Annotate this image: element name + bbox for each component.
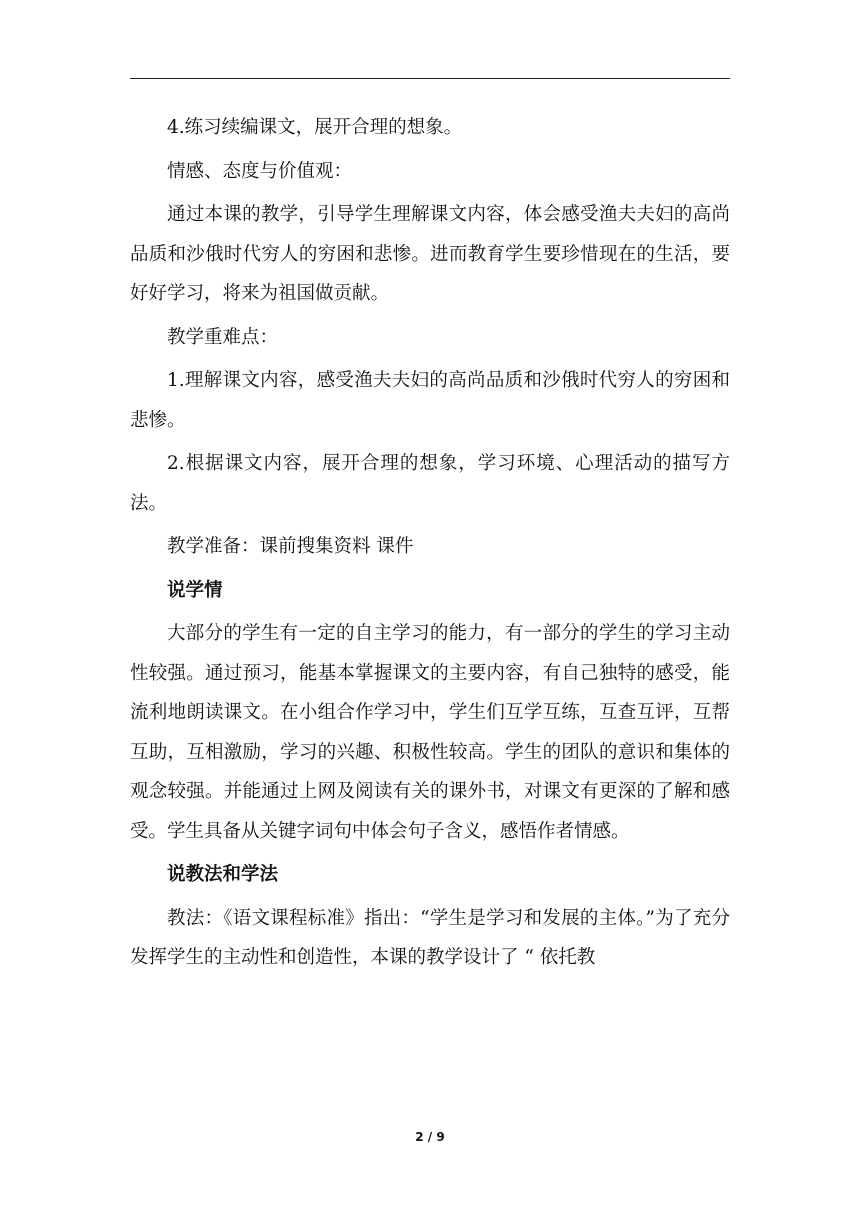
paragraph: 教法：《语文课程标准》指出：“学生是学习和发展的主体。”为了充分发挥学生的主动性和创造性，本课的教学设计了 “ 依托教 [130, 907, 730, 968]
paragraph: 大部分的学生有一定的自主学习的能力，有一部分的学生的学习主动性较强。通过预习，能基本掌握课文的主要内容，有自己独特的感受，能流利地朗读课文。在小组合作学习中，学生们互学互练，互查互评，互帮互助，互相激励，学习的兴趣、积极性较高。学生的团队的意识和集体的观念较强。并能通过上网及阅读有关的课外书，对课文有更深的了解和感受。学生具备从关键字词句中体会句子含义，感悟作者情感。 [130, 623, 730, 842]
section-heading: 说学情 [167, 579, 223, 601]
paragraph: 情感、态度与价值观： [167, 160, 353, 182]
paragraph: 教学准备：课前搜集资料 课件 [167, 536, 414, 557]
paragraph: 4.练习续编课文，展开合理的想象。 [167, 117, 463, 138]
section-heading: 说教法和学法 [167, 864, 279, 885]
header-rule [130, 78, 730, 79]
page-number: 2 / 9 [415, 1130, 445, 1144]
paragraph: 1.理解课文内容，感受渔夫夫妇的高尚品质和沙俄时代穷人的穷困和悲惨。 [130, 370, 730, 431]
paragraph: 教学重难点： [167, 326, 279, 348]
paragraph: 通过本课的教学，引导学生理解课文内容，体会感受渔夫夫妇的高尚品质和沙俄时代穷人的穷困和悲惨。进而教育学生要珍惜现在的生活，要好好学习，将来为祖国做贡献。 [130, 204, 730, 304]
document-body [130, 108, 730, 982]
paragraph: 2.根据课文内容，展开合理的想象，学习环境、心理活动的描写方法。 [130, 453, 730, 514]
